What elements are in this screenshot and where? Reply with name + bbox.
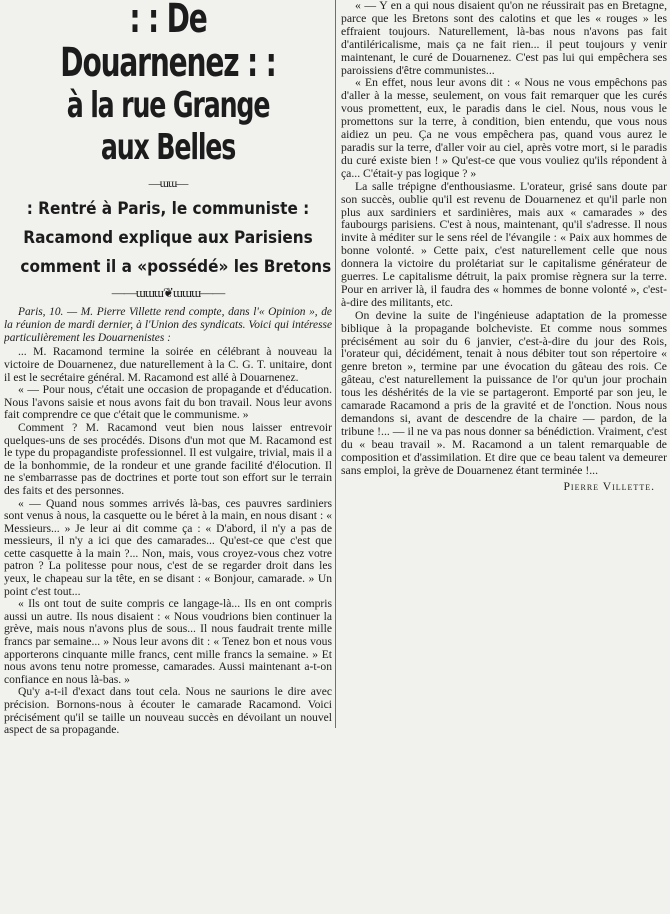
intro-paragraph: Paris, 10. — M. Pierre Villette rend compte, dans l'« Opinion », de la réunion de mardi dernier, à l'Union des syndicats. Voici qui intéresse particulièrement les Douarnenistes : [4, 306, 332, 344]
headline-line-2: à la rue Grange aux Belles [66, 85, 270, 168]
body-paragraph: Comment ? M. Racamond veut bien nous laisser entrevoir quelques-uns de ses procédés. Disons d'un mot que M. Racamond est le type du propagandiste professionnel. Il est vulgaire, trivial, mais il a de la bonhommie, de la rondeur et une grande facilité d'élocution. Il ne s'embarrasse pas de doctrines et porte tout son effort sur le terrain des faits et des personnes. [4, 420, 332, 497]
body-paragraph: « — Pour nous, c'était une occasion de propagande et d'éducation. Nous l'avons saisie et nous avons fait du bon travail. Nous leur avons fait comprendre ce que c'était que le communisme. » [4, 383, 332, 422]
body-paragraph: « — Y en a qui nous disaient qu'on ne réussirait pas en Bretagne, parce que les Bretons sont des calotins et que les « rouges » les effraient toujours. Naturellement, là-bas nous n'avons pas fait d'antiléricalisme, mais ça ne fait rien... il peut toujours y venir maintenant, le curé de Douarnenez. C'est pas lui qui empêchera ses paroissiens d'être communistes... [341, 0, 667, 77]
body-paragraph: « En effet, nous leur avons dit : « Nous ne vous empêchons pas d'aller à la messe, seulement, on vous fait remarquer que les curés vous promettent, eux, le paradis dans le ciel. Nous, nous vous le promettons sur la terre, à condition, bien entendu, que vous nous aidiez un peu. Ça ne vous empêchera pas, quand vous aurez le paradis sur la terre, d'aller voir au ciel, après votre mort, si le paradis du curé existe bien ! » Qu'est-ce que vous vouliez qu'ils répondent à ça... C'était-y pas logique ? » [341, 76, 667, 180]
ornament-divider-large: ——ɯɯɯ❦ɯɯɯ—— [111, 285, 225, 300]
right-column [341, 0, 667, 728]
body-paragraph: ... M. Racamond termine la soirée en célébrant à nouveau la victoire de Douarnenez, due naturellement à la C. G. T. unitaire, dont il est le secrétaire général. M. Racamond est allé à Douarnenez. [4, 345, 332, 384]
subheadline-line-2: Racamond explique aux Parisiens [23, 228, 313, 248]
body-paragraph: Qu'y a-t-il d'exact dans tout cela. Nous ne saurions le dire avec précision. Bornons-nous à écouter le camarade Racamond. Voici précisément qu'il se taille un nouveau succès en dévoilant un nouvel aspect de sa propagande. [4, 685, 332, 737]
subheadline-line-1: : Rentré à Paris, le communiste : [26, 199, 310, 219]
subheadline-line-3: comment il a «possédé» les Bretons [20, 257, 332, 277]
body-paragraph: On devine la suite de l'ingénieuse adaptation de la promesse biblique à la propagande bolcheviste. Et comme nous sommes précisément au soir du 6 janvier, c'est-à-dire du jour des Rois, l'orateur qui, décidément, tenait à nous débiter tout son répertoire « genre breton », termine par une évocation du gâteau des rois. Ce gâteau, c'est naturellement la puissance de l'or qu'un jour prochain tous les déshérités de la vie se partageront. Emporté par son jeu, le camarade Racamond a pris de la gravité et de l'onction. Nous nous demandons si, avant de descendre de la chaire — pardon, de la tribune !... — il ne va pas nous donner sa bénédiction. Vraiment, c'est du « beau travail ». M. Racamond a un talent remarquable de composition et d'assimilation. Et dire que ce beau talent va demeurer sans emploi, la grève de Douarnenez étant terminée !... [341, 308, 667, 477]
left-column [4, 0, 332, 914]
body-paragraph: « — Quand nous sommes arrivés là-bas, ces pauvres sardiniers sont venus à nous, la casquette ou le béret à la main, en nous disant : « Messieurs... » Je leur ai dit comme ça : « D'abord, il n'y a pas de messieurs, il n'y a ici que des camarades... Qu'est-ce que c'est que cette casquette à la main ?... Non, mais, vous croyez-vous chez votre patron ? La politesse pour nous, c'est de se regarder droit dans les yeux, le chapeau sur la tête, en se disant : « Bonjour, camarade. » Un point c'est tout... [4, 496, 332, 598]
body-paragraph: « Ils ont tout de suite compris ce langage-là... Ils en ont compris aussi un autre. Ils nous disaient : « Nous voudrions bien continuer la grève, mais nous n'avons plus de sous... Il nous faudrait trente mille francs par semaine... » Nous leur avons dit : « Tenez bon et nous vous apporterons cinquante mille francs, cent mille francs la semaine. » Et nous avons tenu notre promesse, camarades. Aussi maintenant a-t-on confiance en nous là-bas. » [4, 597, 332, 686]
ornament-divider-small: —ɯɯ— [148, 176, 188, 190]
headline-line-1: : : De Douarnenez : : [60, 0, 276, 86]
column-divider [335, 0, 336, 728]
author-signature: Pierre Villette. [563, 479, 655, 493]
body-paragraph: La salle trépigne d'enthousiasme. L'orateur, grisé sans doute par son succès, oublie qu'il est revenu de Douarnenez et qu'il parle non plus aux sardiniers et sardinières, mais aux « camarades » des faubourgs parisiens. C'est à nous, maintenant, qu'il s'adresse. Il nous invite à méditer sur le sens réel de l'évangile : « Paix aux hommes de bonne volonté. » Cette paix, c'est naturellement celle que nous donnera la victoire du prolétariat sur le capitalisme générateur de guerres. Le capitalisme détruit, la paix promise règnera sur la terre. Pour en arriver là, il faudra des « hommes de bonne volonté », c'est-à-dire des militants, etc. [341, 179, 667, 309]
